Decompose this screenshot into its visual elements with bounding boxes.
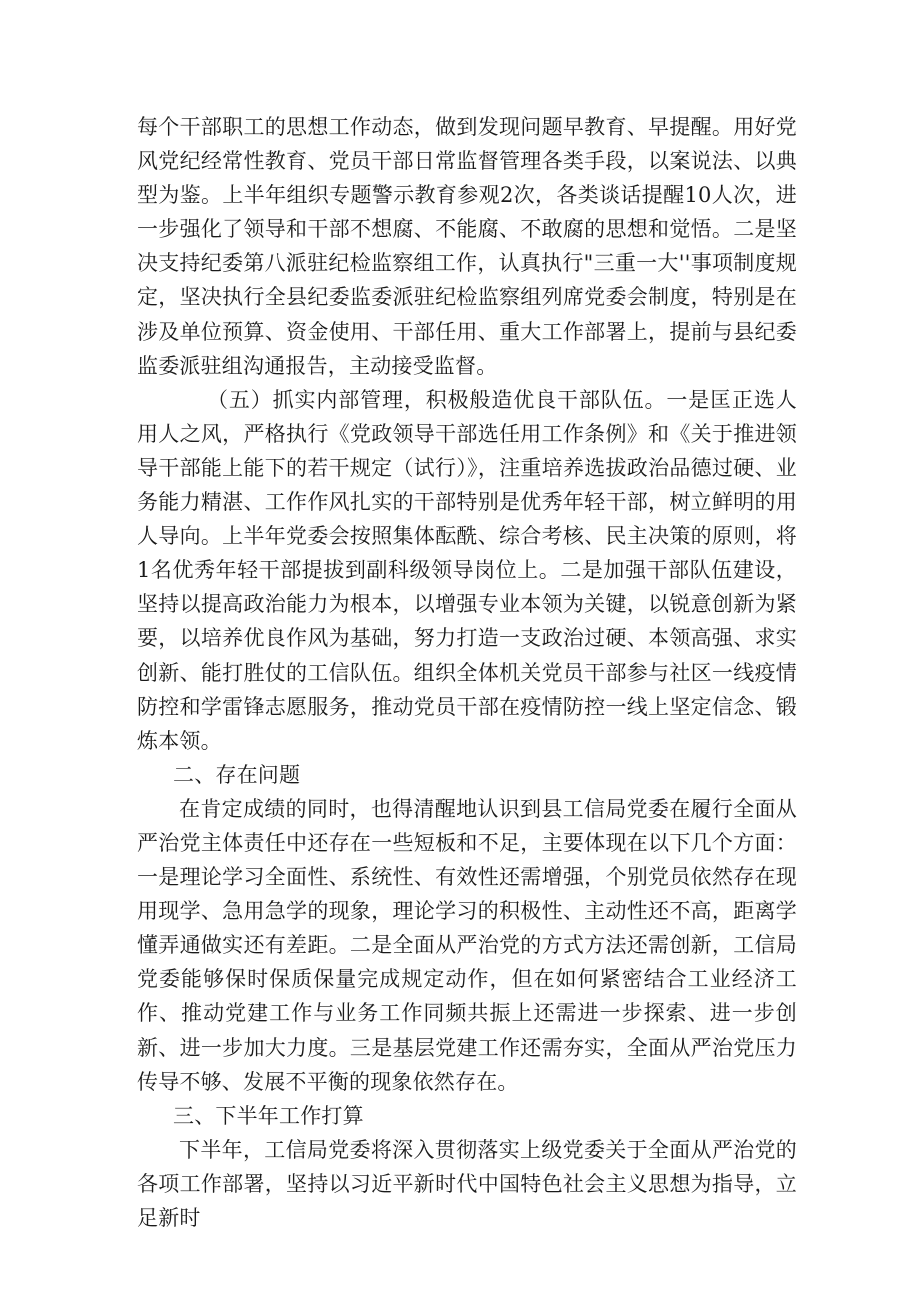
section-heading-problems: 二、存在问题 [173, 762, 301, 787]
paragraph-problems: 在肯定成绩的同时，也得清醒地认识到县工信局党委在履行全面从严治党主体责任中还存在一些短板和不足，主要体现在以下几个方面：一是理论学习全面性、系统性、有效性还需增强，个别党员依然存在现用现学、急用急学的现象，理论学习的积极性、主动性还不高，距离学懂弄通做实还有差距。二是全面从严治党的方式方法还需创新，工信局党委能够保时保质保量完成规定动作，但在如何紧密结合工业经济工作、推动党建工作与业务工作同频共振上还需进一步探索、进一步创新、进一步加大力度。三是基层党建工作还需夯实，全面从严治党压力传导不够、发展不平衡的现象依然存在。 [137, 796, 797, 1094]
document-body [137, 110, 797, 1235]
paragraph-internal-management: （五）抓实内部管理，积极般造优良干部队伍。一是匡正选人用人之风，严格执行《党政领导干部选任用工作条例》和《关于推进领导干部能上能下的若干规定（试行）》，注重培养选拔政治品德过硬、业务能力精湛、工作作风扎实的干部特别是优秀年轻干部，树立鲜明的用人导向。上半年党委会按照集体酝酰、综合考核、民主决策的原则，将1名优秀年轻干部提拔到副科级领导岗位上。二是加强干部队伍建设，坚持以提高政治能力为根本，以增强专业本领为关键，以锐意创新为紧要，以培养优良作风为基础，努力打造一支政治过硬、本领高强、求实创新、能打胜仗的工信队伍。组织全体机关党员干部参与社区一线疫情防控和学雷锋志愿服务，推动党员干部在疫情防控一线上坚定信念、锻炼本领。 [137, 387, 797, 753]
paragraph-supervision: 每个干部职工的思想工作动态，做到发现问题早教育、早提醒。用好党风党纪经常性教育、党员干部日常监督管理各类手段，以案说法、以典型为鉴。上半年组织专题警示教育参观2次，各类谈话提醒10人次，进一步强化了领导和干部不想腐、不能腐、不敢腐的思想和觉悟。二是坚决支持纪委第八派驻纪检监察组工作，认真执行"三重一大''事项制度规定，坚决执行全县纪委监委派驻纪检监察组列席党委会制度，特别是在涉及单位预算、资金使用、干部任用、重大工作部署上，提前与县纪委监委派驻组沟通报告，主动接受监督。 [137, 115, 797, 378]
section-heading-plans: 三、下半年工作打算 [173, 1103, 364, 1128]
paragraph-plans: 下半年，工信局党委将深入贯彻落实上级党委关于全面从严治党的各项工作部署，坚持以习近平新时代中国特色社会主义思想为指导，立足新时 [137, 1137, 797, 1230]
